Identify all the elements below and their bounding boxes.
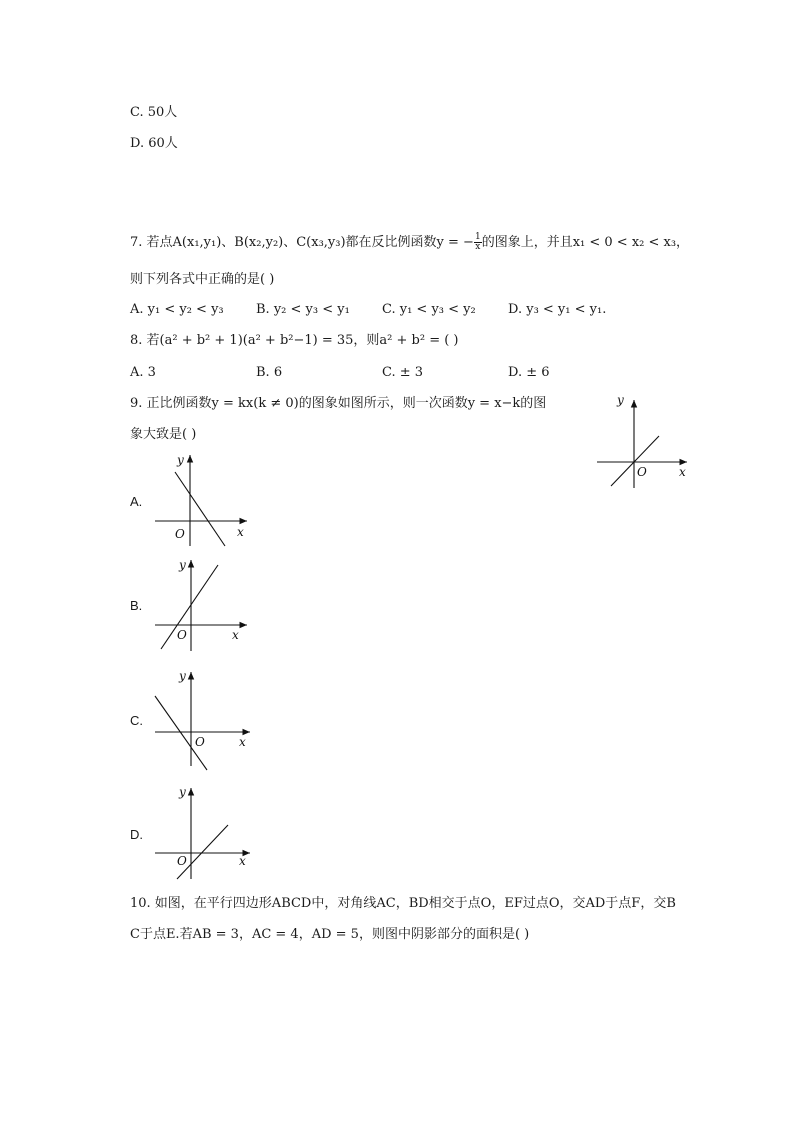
q9-a-x-label: x <box>237 525 244 539</box>
q9-ref-origin: O <box>637 465 647 479</box>
q7-stem-part1: 7. 若点A(x₁,y₁)、B(x₂,y₂)、C(x₃,y₃)都在反比例函数y = − <box>130 235 474 250</box>
q8-option-b: B. 6 <box>256 365 283 380</box>
q7-option-d: D. y₃ < y₁ < y₁. <box>508 302 607 317</box>
q9-ref-x-label: x <box>679 465 686 479</box>
q9-d-origin: O <box>177 854 187 868</box>
q9-option-a-label: A. <box>130 494 143 509</box>
q9-option-d-graph <box>155 783 255 883</box>
q9-a-y-label: y <box>177 453 184 467</box>
q9-reference-graph <box>595 393 695 488</box>
q7-option-c: C. y₁ < y₃ < y₂ <box>382 302 476 317</box>
q8-option-d: D. ± 6 <box>508 365 550 380</box>
q6-option-d: D. 60人 <box>130 136 178 151</box>
q9-stem-line1: 9. 正比例函数y = kx(k ≠ 0)的图象如图所示，则一次函数y = x−k的图 <box>130 396 547 411</box>
q10-stem-line1: 10. 如图，在平行四边形ABCD中，对角线AC，BD相交于点O，EF过点O，交AD于点F，交B <box>130 896 676 911</box>
q9-d-x-label: x <box>239 854 246 868</box>
q8-stem: 8. 若(a² + b² + 1)(a² + b²−1) = 35，则a² + b² = ( ) <box>130 333 459 348</box>
q9-c-origin: O <box>195 735 205 749</box>
q9-b-origin: O <box>177 628 187 642</box>
q9-d-y-label: y <box>179 785 186 799</box>
q9-c-x-label: x <box>239 735 246 749</box>
q7-frac-numerator: 1 <box>474 232 481 242</box>
q9-option-b-graph <box>155 555 255 655</box>
q7-option-a: A. y₁ < y₂ < y₃ <box>130 302 224 317</box>
q8-option-c: C. ± 3 <box>382 365 424 380</box>
q9-option-c-graph <box>155 668 255 773</box>
q9-option-a-graph <box>155 450 255 550</box>
q9-stem-line2: 象大致是( ) <box>130 427 197 442</box>
q9-option-b-label: B. <box>130 598 143 613</box>
q9-c-y-label: y <box>179 669 186 683</box>
q8-option-a: A. 3 <box>130 365 156 380</box>
q7-stem-part2: 的图象上，并且x₁ < 0 < x₂ < x₃， <box>481 235 690 250</box>
q7-frac-denominator: x <box>475 242 481 252</box>
q9-b-y-label: y <box>179 558 186 572</box>
q7-option-b: B. y₂ < y₃ < y₁ <box>256 302 350 317</box>
q9-a-origin: O <box>175 527 185 541</box>
q9-ref-y-label: y <box>617 393 624 407</box>
q7-fraction <box>474 233 482 252</box>
q7-stem <box>130 233 689 252</box>
q9-b-x-label: x <box>232 628 239 642</box>
q9-option-d-label: D. <box>130 827 143 842</box>
q6-option-c: C. 50人 <box>130 105 178 120</box>
q10-stem-line2: C于点E.若AB = 3，AC = 4，AD = 5，则图中阴影部分的面积是( ) <box>130 927 530 942</box>
q7-stem-line2: 则下列各式中正确的是( ) <box>130 272 275 287</box>
q9-option-c-label: C. <box>130 713 143 728</box>
